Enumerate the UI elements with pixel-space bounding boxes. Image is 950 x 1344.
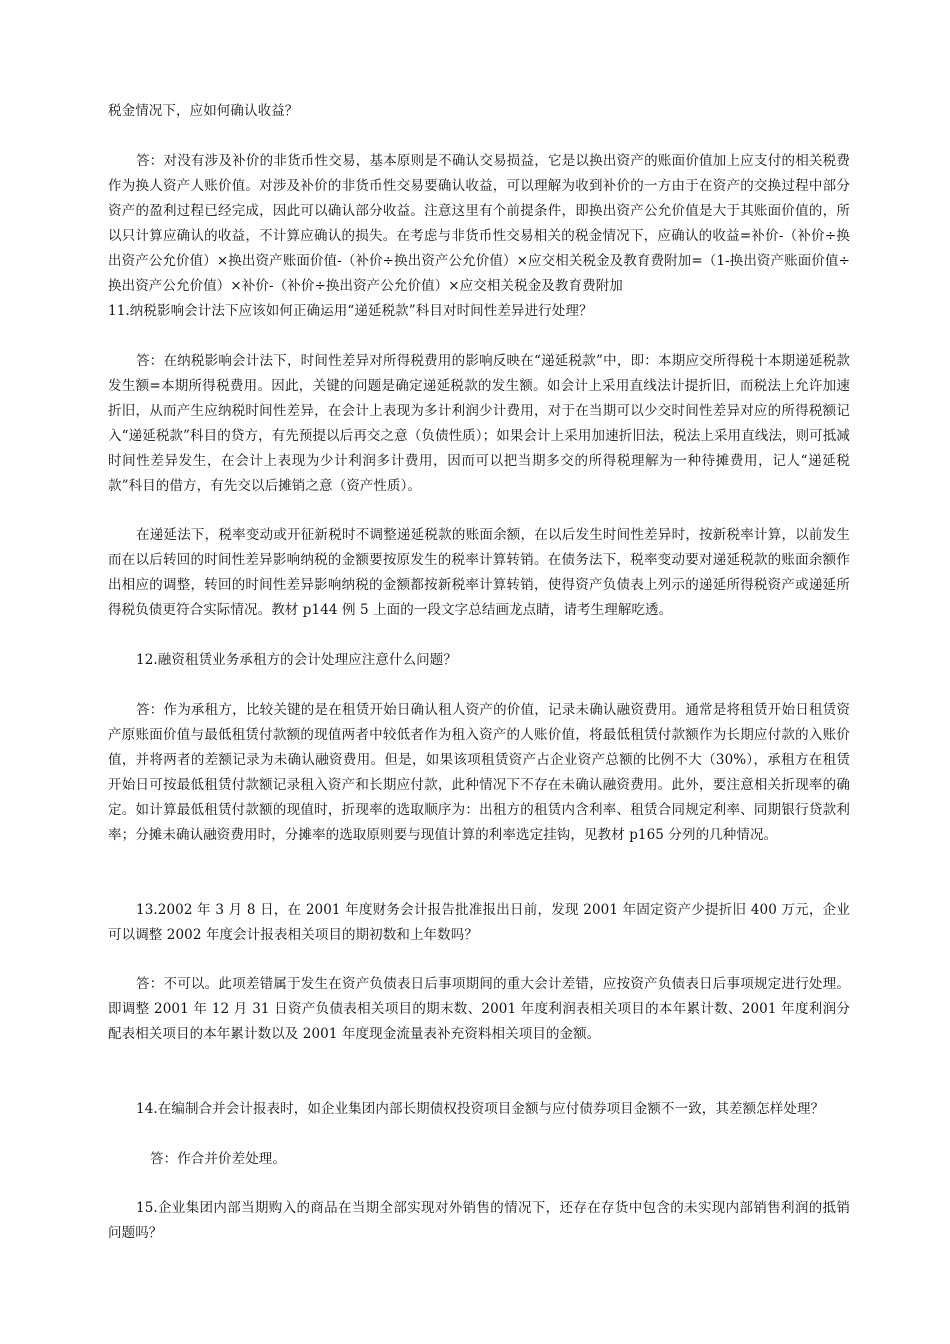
paragraph-answer-14: 答：作合并价差处理。 (150, 1151, 286, 1167)
question-15-heading: 15.企业集团内部当期购入的商品在当期全部实现对外销售的情况下，还存在存货中包含的未实现内部销售利润的抵销问题吗？ (108, 1200, 850, 1241)
question-11-heading: 11.纳税影响会计法下应该如何正确运用“递延税款”科目对时间性差异进行处理？ (108, 303, 593, 319)
paragraph-tax-question-continued: 税金情况下，应如何确认收益？ (108, 103, 299, 119)
paragraph-deferral-method: 在递延法下，税率变动或开征新税时不调整递延税款的账面余额，在以后发生时间性差异时，按新税率计算，以前发生而在以后转回的时间性差异影响纳税的金额要按原发生的税率计算转销。在债务法下，税率变动要对递延税款的账面余额作出相应的调整，转回的时间性差异影响纳税的金额都按新税率计算转销，使得资产负债表上列示的递延所得税资产或递延所得税负债更符合实际情况。教材 p144 例 5 上面的一段文字总结画龙点睛，请考生理解吃透。 (108, 527, 850, 618)
paragraph-answer-13: 答：不可以。此项差错属于发生在资产负债表日后事项期间的重大会计差错，应按资产负债表日后事项规定进行处理。即调整 2001 年 12 月 31 日资产负债表相关项目的期末数、2001 年度利润表相关项目的本年累计数、2001 年度利润分配表相关项目的本年累计数以及 2001 年度现金流量表补充资料相关项目的金额。 (108, 976, 850, 1042)
question-12-heading: 12.融资租赁业务承租方的会计处理应注意什么问题？ (136, 652, 457, 668)
question-13-heading: 13.2002 年 3 月 8 日，在 2001 年度财务会计报告批准报出日前，发现 2001 年固定资产少提折旧 400 万元，企业可以调整 2002 年度会计报表相关项目的期初数和上年数吗？ (108, 902, 850, 943)
paragraph-answer-nonmonetary: 答：对没有涉及补价的非货币性交易，基本原则是不确认交易损益，它是以换出资产的账面价值加上应支付的相关税费作为换人资产人账价值。对涉及补价的非货币性交易要确认收益，可以理解为收到补价的一方由于在资产的交换过程中部分资产的盈利过程已经完成，因此可以确认部分收益。注意这里有个前提条件，即换出资产公允价值是大于其账面价值的，所以只计算应确认的收益，不计算应确认的损失。在考虑与非货币性交易相关的税金情况下，应确认的收益=补价-（补价÷换出资产公允价值）×换出资产账面价值-（补价÷换出资产公允价值）×应交相关税金及教育费附加=（1-换出资产账面价值÷换出资产公允价值）×补价-（补价÷换出资产公允价值）×应交相关税金及教育费附加 (108, 153, 850, 294)
question-14-heading: 14.在编制合并会计报表时，如企业集团内部长期债权投资项目金额与应付债券项目金额不一致，其差额怎样处理？ (136, 1101, 825, 1117)
paragraph-answer-11: 答：在纳税影响会计法下，时间性差异对所得税费用的影响反映在“递延税款”中，即：本期应交所得税十本期递延税款发生额=本期所得税费用。因此，关键的问题是确定递延税款的发生额。如会计上采用直线法计提折旧，而税法上允许加速折旧，从而产生应纳税时间性差异，在会计上表现为多计利润少计费用，对于在当期可以少交时间性差异对应的所得税额记入“递延税款”科目的贷方，有先预提以后再交之意（负债性质）；如果会计上采用加速折旧法，税法上采用直线法，则可抵减时间性差异发生，在会计上表现为少计利润多计费用，因而可以把当期多交的所得税理解为一种待摊费用，记人“递延税款”科目的借方，有先交以后摊销之意（资产性质）。 (108, 353, 850, 494)
paragraph-answer-12: 答：作为承租方，比较关键的是在租赁开始日确认租人资产的价值，记录未确认融资费用。通常是将租赁开始日租赁资产原账面价值与最低租赁付款额的现值两者中较低者作为租入资产的人账价值，将最低租赁付款额作为长期应付款的入账价值，并将两者的差额记录为未确认融资费用。但是，如果该项租赁资产占企业资产总额的比例不大（30%），承租方在租赁开始日可按最低租赁付款额记录租入资产和长期应付款，此种情况下不存在未确认融资费用。此外，要注意相关折现率的确定。如计算最低租赁付款额的现值时，折现率的选取顺序为：出租方的租赁内含利率、租赁合同规定利率、同期银行贷款利率；分摊未确认融资费用时，分摊率的选取原则要与现值计算的利率选定挂钩，见教材 p165 分列的几种情况。 (108, 702, 850, 843)
